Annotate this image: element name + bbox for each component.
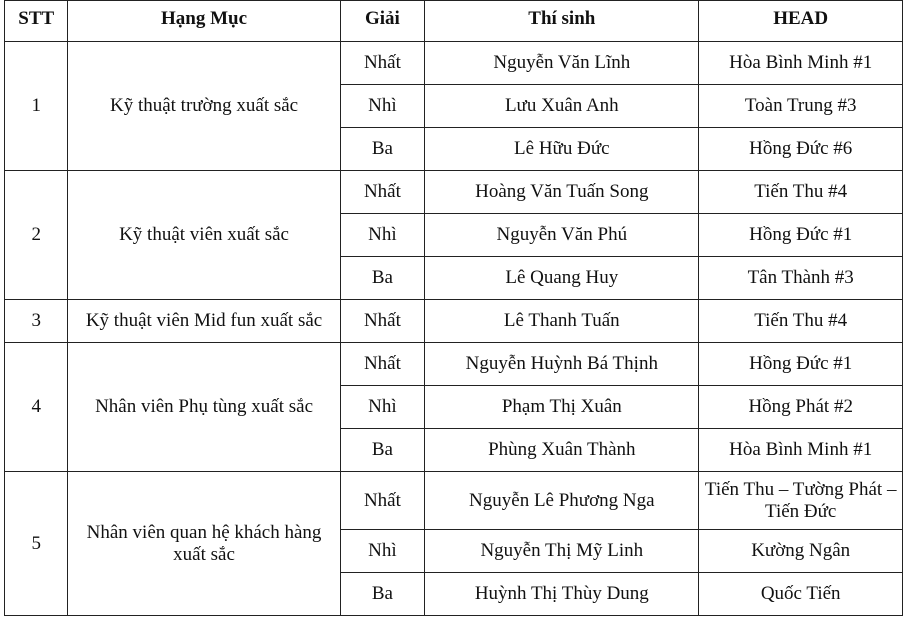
head-cell: Hồng Phát #2 (699, 386, 903, 429)
head-cell: Quốc Tiến (699, 573, 903, 616)
contestant-cell: Nguyễn Văn Phú (425, 214, 699, 257)
table-header (5, 1, 903, 42)
table-row (5, 472, 903, 530)
table-row (5, 42, 903, 85)
prize-cell: Ba (340, 128, 425, 171)
prize-cell: Nhất (340, 343, 425, 386)
stt-cell: 3 (5, 300, 68, 343)
head-cell: Hồng Đức #1 (699, 214, 903, 257)
prize-cell: Ba (340, 429, 425, 472)
stt-cell: 1 (5, 42, 68, 171)
table-row (5, 343, 903, 386)
header-row (5, 1, 903, 42)
contestant-cell: Phạm Thị Xuân (425, 386, 699, 429)
prize-cell: Nhất (340, 300, 425, 343)
contestant-cell: Nguyễn Huỳnh Bá Thịnh (425, 343, 699, 386)
table-row (5, 300, 903, 343)
awards-table (4, 0, 903, 616)
category-cell: Kỹ thuật viên Mid fun xuất sắc (68, 300, 340, 343)
category-cell: Kỹ thuật trường xuất sắc (68, 42, 340, 171)
contestant-cell: Lưu Xuân Anh (425, 85, 699, 128)
stt-cell: 4 (5, 343, 68, 472)
prize-cell: Nhì (340, 214, 425, 257)
stt-cell: 2 (5, 171, 68, 300)
table-body (5, 42, 903, 616)
contestant-cell: Huỳnh Thị Thùy Dung (425, 573, 699, 616)
header-contestant: Thí sinh (425, 1, 699, 42)
prize-cell: Ba (340, 257, 425, 300)
category-cell: Kỹ thuật viên xuất sắc (68, 171, 340, 300)
head-cell: Tân Thành #3 (699, 257, 903, 300)
head-cell: Kường Ngân (699, 530, 903, 573)
head-cell: Tiến Thu – Tường Phát – Tiến Đức (699, 472, 903, 530)
contestant-cell: Nguyễn Thị Mỹ Linh (425, 530, 699, 573)
table-row (5, 171, 903, 214)
head-cell: Toàn Trung #3 (699, 85, 903, 128)
header-head: HEAD (699, 1, 903, 42)
contestant-cell: Nguyễn Lê Phương Nga (425, 472, 699, 530)
head-cell: Tiến Thu #4 (699, 300, 903, 343)
prize-cell: Nhì (340, 85, 425, 128)
prize-cell: Nhất (340, 42, 425, 85)
head-cell: Hòa Bình Minh #1 (699, 429, 903, 472)
stt-cell: 5 (5, 472, 68, 616)
prize-cell: Nhì (340, 386, 425, 429)
header-prize: Giải (340, 1, 425, 42)
header-stt: STT (5, 1, 68, 42)
head-cell: Tiến Thu #4 (699, 171, 903, 214)
head-cell: Hòa Bình Minh #1 (699, 42, 903, 85)
contestant-cell: Hoàng Văn Tuấn Song (425, 171, 699, 214)
contestant-cell: Lê Quang Huy (425, 257, 699, 300)
head-cell: Hồng Đức #6 (699, 128, 903, 171)
contestant-cell: Lê Thanh Tuấn (425, 300, 699, 343)
category-cell: Nhân viên Phụ tùng xuất sắc (68, 343, 340, 472)
category-cell: Nhân viên quan hệ khách hàng xuất sắc (68, 472, 340, 616)
contestant-cell: Lê Hữu Đức (425, 128, 699, 171)
prize-cell: Nhì (340, 530, 425, 573)
prize-cell: Nhất (340, 171, 425, 214)
contestant-cell: Phùng Xuân Thành (425, 429, 699, 472)
header-category: Hạng Mục (68, 1, 340, 42)
head-cell: Hồng Đức #1 (699, 343, 903, 386)
prize-cell: Nhất (340, 472, 425, 530)
contestant-cell: Nguyễn Văn Lĩnh (425, 42, 699, 85)
prize-cell: Ba (340, 573, 425, 616)
